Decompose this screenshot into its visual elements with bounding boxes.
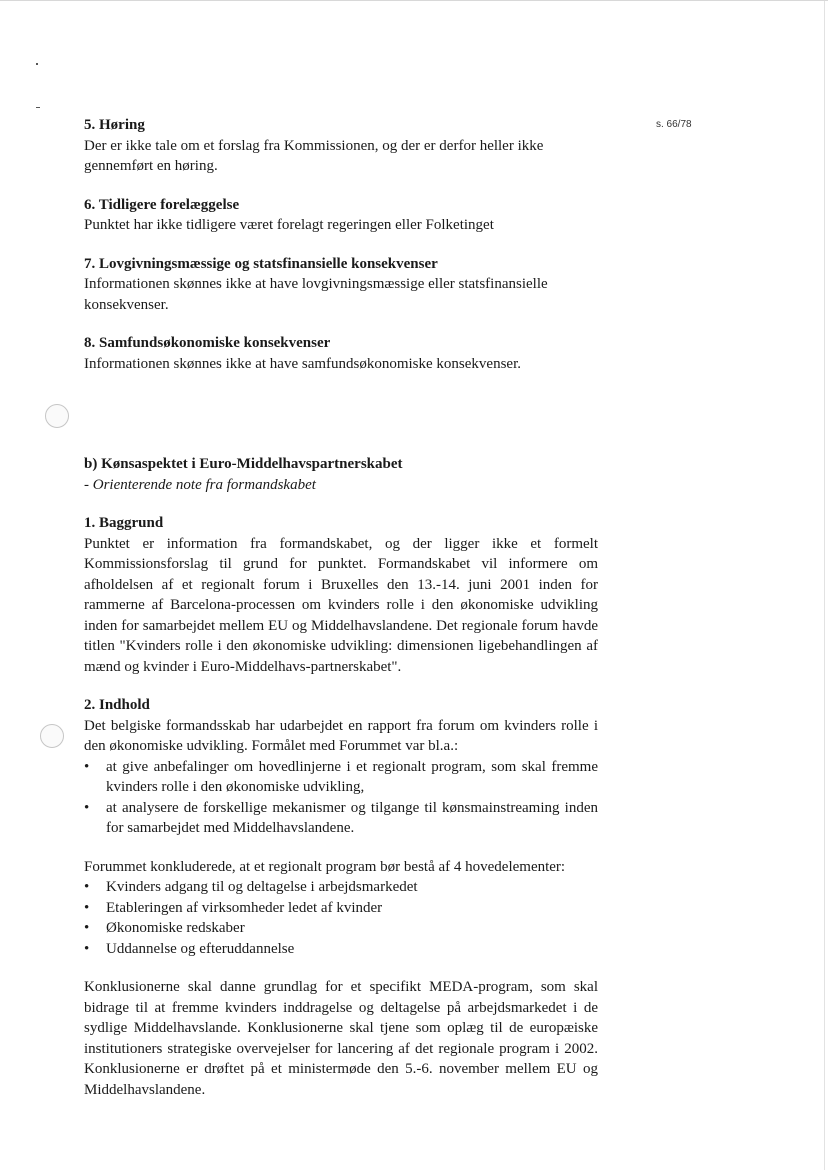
list-item xyxy=(84,918,598,939)
punch-hole-top xyxy=(45,404,69,428)
bullet-icon: • xyxy=(84,940,90,957)
section-baggrund xyxy=(84,513,598,677)
section-heading: 2. Indhold xyxy=(84,697,150,713)
section-text-line: Der er ikke tale om et forslag fra Kommissionen, og der er derfor heller ikke xyxy=(84,137,544,154)
bullet-icon: • xyxy=(84,899,90,916)
section-tidligere-forelaeggelse xyxy=(84,195,598,236)
list-item xyxy=(84,877,598,898)
elements-list xyxy=(84,877,598,959)
page-edge xyxy=(824,1,825,1170)
page-number: s. 66/78 xyxy=(656,119,692,130)
list-item-text: at analysere de forskellige mekanismer og tilgange til kønsmainstreaming inden for samarbejdet med Middelhavslandene. xyxy=(106,799,598,836)
list-item xyxy=(84,798,598,839)
section-heading: 6. Tidligere forelæggelse xyxy=(84,196,240,213)
section-text-line: Informationen skønnes ikke at have lovgivningsmæssige eller statsfinansielle xyxy=(84,276,548,292)
section-paragraph: Konklusionerne skal danne grundlag for et specifikt MEDA-program, som skal bidrage til at fremme kvinders inddragelse og deltagelse på arbejdsmarkedet i de sydlige Middelhavslande. Konklusionerne skal tjene som oplæg til de europæiske institutioners strategiske overvejelser for lancering af det regionale program i 2002. Konklusionerne er drøftet på et ministermøde den 5.-6. november mellem EU og Middelhavslandene. xyxy=(84,979,598,1098)
section-lovgivning xyxy=(84,254,598,316)
item-subtitle: - Orienterende note fra formandskabet xyxy=(84,476,316,493)
spacer xyxy=(84,392,598,454)
item-b-header xyxy=(84,454,598,495)
bullet-icon: • xyxy=(84,920,90,936)
list-item xyxy=(84,757,598,798)
section-closing xyxy=(84,977,598,1100)
section-text-line: konsekvenser. xyxy=(84,296,169,313)
section-conclusion xyxy=(84,857,598,960)
list-item-text: at give anbefalinger om hovedlinjerne i et regionalt program, som skal fremme kvinders rolle i den økonomiske udvikling, xyxy=(106,758,598,795)
list-item-text: Økonomiske redskaber xyxy=(106,920,245,936)
list-item xyxy=(84,898,598,919)
list-item-text: Kvinders adgang til og deltagelse i arbejdsmarkedet xyxy=(106,879,418,895)
bullet-icon: • xyxy=(84,758,90,775)
bullet-icon: • xyxy=(84,879,90,895)
list-item xyxy=(84,939,598,960)
list-item-text: Etableringen af virksomheder ledet af kvinder xyxy=(106,899,383,916)
scan-mark xyxy=(36,63,38,65)
purpose-list xyxy=(84,757,598,839)
section-heading: 5. Høring xyxy=(84,117,145,133)
section-paragraph: Forummet konkluderede, at et regionalt program bør bestå af 4 hovedelementer: xyxy=(84,858,566,875)
section-samfundsoekonomi xyxy=(84,333,598,374)
section-indhold xyxy=(84,695,598,839)
list-item-text: Uddannelse og efteruddannelse xyxy=(106,940,295,957)
punch-hole-bottom xyxy=(40,724,64,748)
section-heading: 7. Lovgivningsmæssige og statsfinansielle konsekvenser xyxy=(84,255,438,272)
item-title: b) Kønsaspektet i Euro-Middelhavspartnerskabet xyxy=(84,456,403,472)
bullet-icon: • xyxy=(84,799,90,816)
section-paragraph: Punktet er information fra formandskabet, og der ligger ikke et formelt Kommissionsforslag til grund for punktet. Formandskabet vil informere om afholdelsen af et regionalt forum i Bruxelles den 13.-14. juni 2001 inden for rammerne af Barcelona-processen om kvinders rolle i den økonomiske udvikling inden for samarbejdet mellem EU og Middelhavslandene. Det regionale forum havde titlen "Kvinders rolle i den økonomiske udvikling: dimensionen ligebehandlingen af mænd og kvinder i Euro-Middelhavs-partnerskabet". xyxy=(84,535,598,675)
section-paragraph: Det belgiske formandsskab har udarbejdet en rapport fra forum om kvinders rolle i den økonomiske udvikling. Formålet med Forummet var bl.a.: xyxy=(84,717,598,754)
section-text-line: gennemført en høring. xyxy=(84,158,218,174)
document-body xyxy=(84,115,598,1118)
scan-mark xyxy=(36,107,40,108)
section-hoering xyxy=(84,115,598,177)
section-text-line: Informationen skønnes ikke at have samfundsøkonomiske konsekvenser. xyxy=(84,355,521,372)
section-heading: 8. Samfundsøkonomiske konsekvenser xyxy=(84,335,331,351)
section-text-line: Punktet har ikke tidligere været forelagt regeringen eller Folketinget xyxy=(84,217,494,233)
section-heading: 1. Baggrund xyxy=(84,515,164,531)
